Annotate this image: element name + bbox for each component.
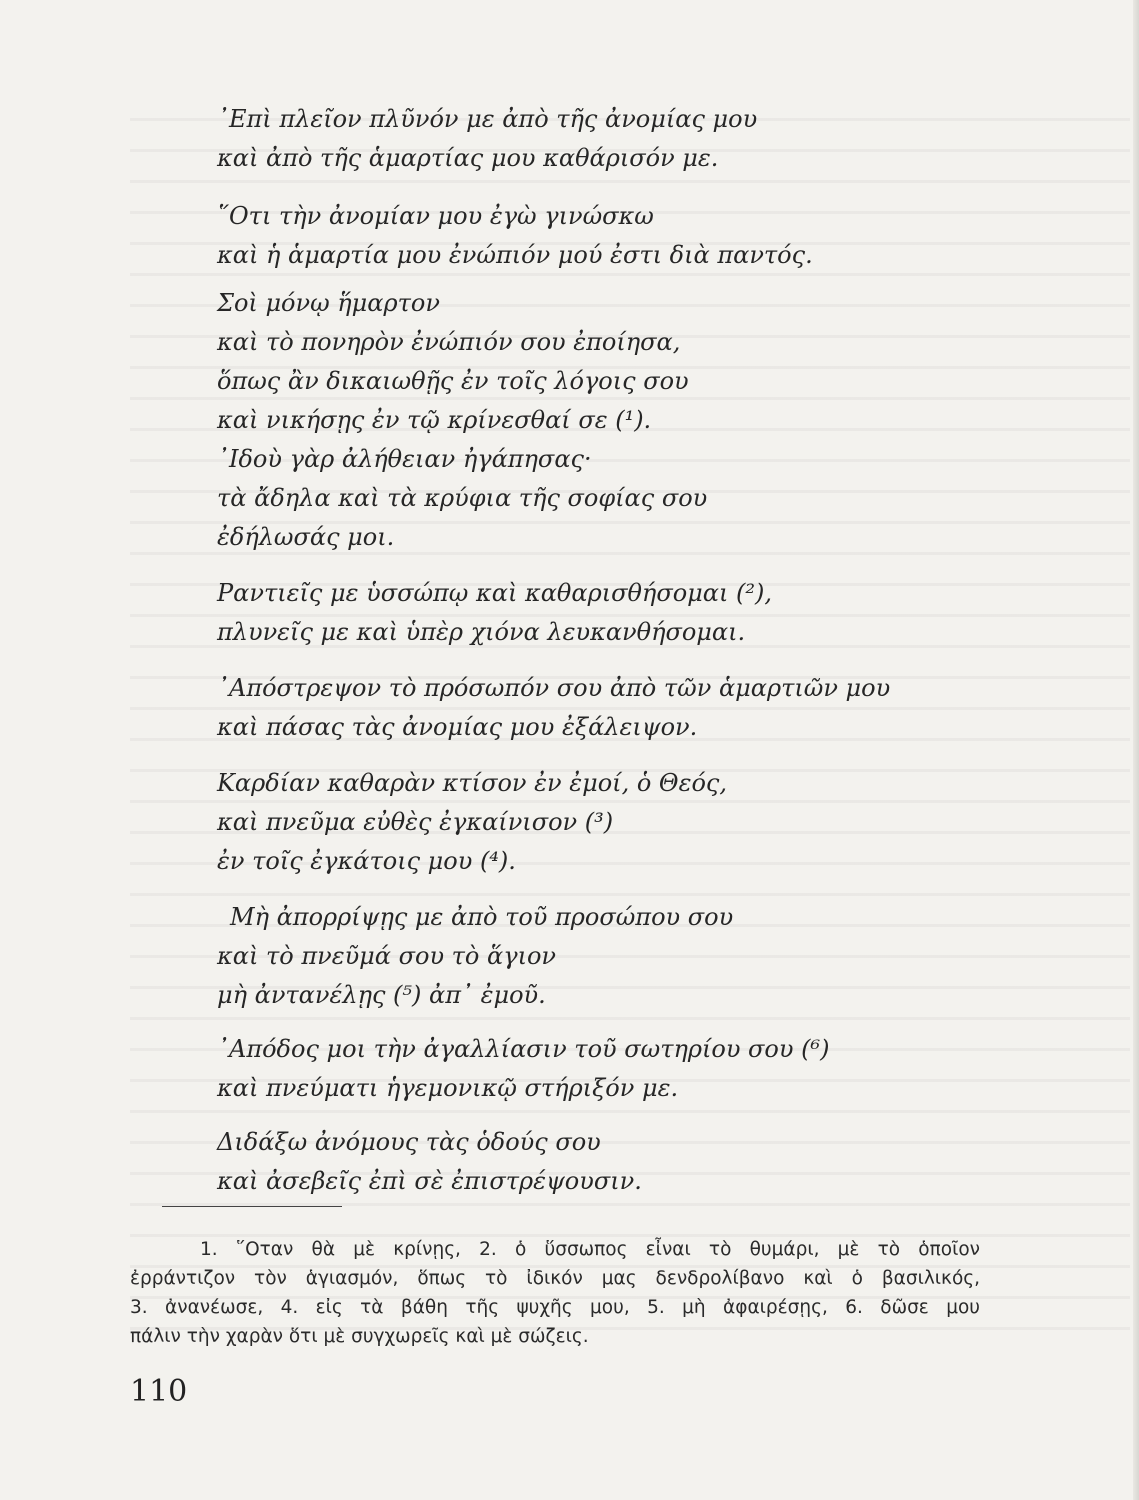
verse-line: τὰ ἄδηλα καὶ τὰ κρύφια τῆς σοφίας σου	[217, 484, 708, 512]
footnote-line: 3. ἀνανέωσε, 4. εἰς τὰ βάθη τῆς ψυχῆς μου, 5. μὴ ἀφαιρέσῃς, 6. δῶσε μου	[130, 1297, 980, 1318]
verse-line: πλυνεῖς με καὶ ὑπὲρ χιόνα λευκανθήσομαι.	[217, 618, 746, 646]
page-number: 110	[130, 1374, 188, 1409]
verse-line: ᾿Απόδος μοι τὴν ἀγαλλίασιν τοῦ σωτηρίου σου (⁶)	[217, 1035, 830, 1063]
verse-line: ἐδήλωσάς μοι.	[217, 523, 395, 551]
verse-line: Σοὶ μόνῳ ἥμαρτον	[217, 289, 440, 317]
footnotes	[130, 1235, 980, 1351]
verse-line: καὶ νικήσῃς ἐν τῷ κρίνεσθαί σε (¹).	[217, 406, 652, 434]
verse-line: ᾿Ιδοὺ γὰρ ἀλήθειαν ἠγάπησας·	[217, 445, 592, 473]
verse-line: καὶ πάσας τὰς ἀνομίας μου ἐξάλειψον.	[217, 713, 698, 741]
verse-line: Ραντιεῖς με ὑσσώπῳ καὶ καθαρισθήσομαι (²),	[217, 579, 772, 607]
verse-line: καὶ ἀπὸ τῆς ἁμαρτίας μου καθάρισόν με.	[217, 144, 719, 172]
verse-line: καὶ πνεύματι ἡγεμονικῷ στήριξόν με.	[217, 1074, 679, 1102]
verse-line: ᾿Επὶ πλεῖον πλῦνόν με ἀπὸ τῆς ἀνομίας μου	[217, 105, 758, 133]
footnote-line: 1. ῞Οταν θὰ μὲ κρίνῃς, 2. ὁ ὕσσωπος εἶναι τὸ θυμάρι, μὲ τὸ ὁποῖον	[200, 1239, 980, 1260]
verse-line: Καρδίαν καθαρὰν κτίσον ἐν ἐμοί, ὁ Θεός,	[217, 769, 727, 797]
verse-line: ᾿Απόστρεψον τὸ πρόσωπόν σου ἀπὸ τῶν ἁμαρτιῶν μου	[217, 674, 891, 702]
verse-line: καὶ ἡ ἁμαρτία μου ἐνώπιόν μού ἐστι διὰ παντός.	[217, 241, 813, 269]
verse-line: καὶ τὸ πονηρὸν ἐνώπιόν σου ἐποίησα,	[217, 328, 681, 356]
verse-line: καὶ τὸ πνεῦμά σου τὸ ἅγιον	[217, 942, 557, 970]
verse-line: ῞Οτι τὴν ἀνομίαν μου ἐγὼ γινώσκω	[217, 202, 654, 230]
verse-line: Διδάξω ἀνόμους τὰς ὁδούς σου	[217, 1128, 601, 1156]
footnote-rule	[162, 1206, 342, 1207]
verse-line: μὴ ἀντανέλῃς (⁵) ἀπ᾿ ἐμοῦ.	[217, 981, 546, 1009]
footnote-line: ἐρράντιζον τὸν ἁγιασμόν, ὅπως τὸ ἰδικόν μας δενδρολίβανο καὶ ὁ βασιλικός,	[130, 1268, 980, 1289]
verse-line: καὶ πνεῦμα εὐθὲς ἐγκαίνισον (³)	[217, 808, 614, 836]
verse-line: ὅπως ἂν δικαιωθῇς ἐν τοῖς λόγοις σου	[217, 367, 689, 395]
verse-line: καὶ ἀσεβεῖς ἐπὶ σὲ ἐπιστρέψουσιν.	[217, 1167, 642, 1195]
footnote-line: πάλιν τὴν χαρὰν ὅτι μὲ συγχωρεῖς καὶ μὲ σώζεις.	[130, 1326, 589, 1347]
verse-line: ἐν τοῖς ἐγκάτοις μου (⁴).	[217, 847, 516, 875]
verse-line: Μὴ ἀπορρίψῃς με ἀπὸ τοῦ προσώπου σου	[230, 903, 734, 931]
